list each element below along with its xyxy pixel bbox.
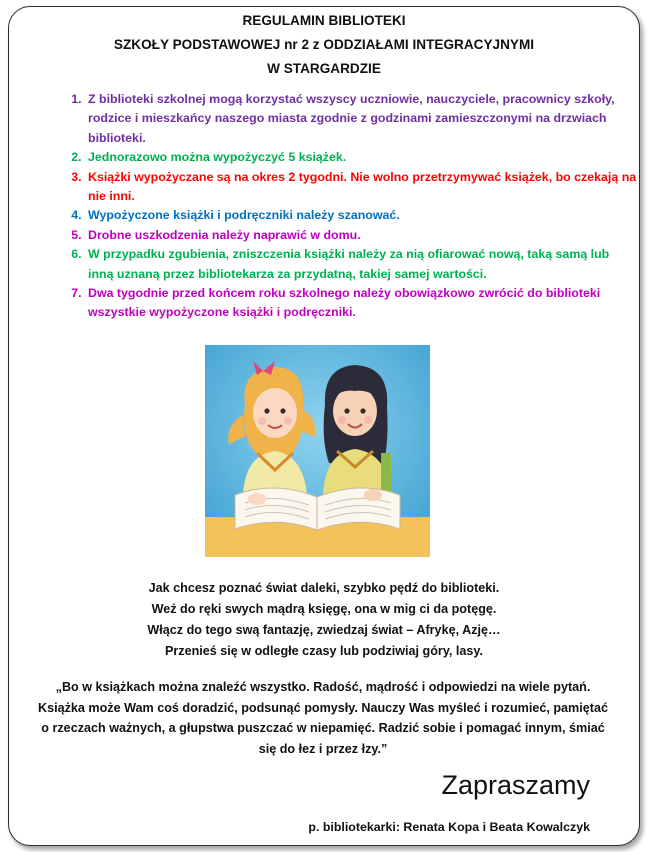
rule-item: 6. W przypadku zgubienia, zniszczenia książki należy za nią ofiarować nową, taką samą lub inną uznaną przez bibliotekarza za przydatną, takiej samej wartości. — [85, 245, 637, 284]
rules-list — [48, 90, 637, 323]
librarians-signature: p. bibliotekarki: Renata Kopa i Beata Kowalczyk — [308, 820, 590, 834]
rule-item: 2. Jednorazowo można wypożyczyć 5 książek. — [85, 148, 637, 167]
quote-paragraph: „Bo w książkach można znaleźć wszystko. Radość, mądrość i odpowiedzi na wiele pytań. Książka może Wam coś doradzić, podsunąć pomysły. Nauczy Was myśleć i rozumieć, pamiętać o rzeczach ważnych, a głupstwa puszczać w niepamięć. Radzić sobie i pomagać innym, śmiać się do łez i przez łzy.” — [38, 680, 608, 756]
rule-item: 1. Z biblioteki szkolnej mogą korzystać wszyscy uczniowie, nauczyciele, pracownicy szkoły, rodzice i mieszkańcy naszego miasta zgodnie z godzinami zamieszczonymi na drzwiach biblioteki. — [85, 90, 637, 148]
header-line-2: SZKOŁY PODSTAWOWEJ nr 2 z ODDZIAŁAMI INTEGRACYJNYMI — [113, 37, 535, 52]
poem-line: Weź do ręki swych mądrą księgę, ona w mig ci da potęgę. — [151, 602, 497, 616]
invitation-text: Zapraszamy — [441, 770, 590, 800]
header-line-3: W STARGARDZIE — [267, 61, 381, 76]
rule-item: 3. Książki wypożyczane są na okres 2 tygodni. Nie wolno przetrzymywać książek, bo czekają na nie inni. — [85, 168, 637, 207]
reading-girls-illustration — [205, 345, 430, 557]
poem-line: Włącz do tego swą fantazję, zwiedzaj świat – Afrykę, Azję… — [147, 623, 501, 637]
rule-item: 5. Drobne uszkodzenia należy naprawić w domu. — [85, 226, 637, 245]
rule-item: 7. Dwa tygodnie przed końcem roku szkolnego należy obowiązkowo zwrócić do biblioteki wszystkie wypożyczone książki i podręczniki. — [85, 284, 637, 323]
rule-item: 4. Wypożyczone książki i podręczniki należy szanować. — [85, 206, 637, 225]
poem-line: Przenieś się w odległe czasy lub podziwiaj góry, lasy. — [165, 644, 483, 658]
poem-line: Jak chcesz poznać świat daleki, szybko pędź do biblioteki. — [148, 581, 500, 595]
header-line-1: REGULAMIN BIBLIOTEKI — [242, 13, 406, 28]
